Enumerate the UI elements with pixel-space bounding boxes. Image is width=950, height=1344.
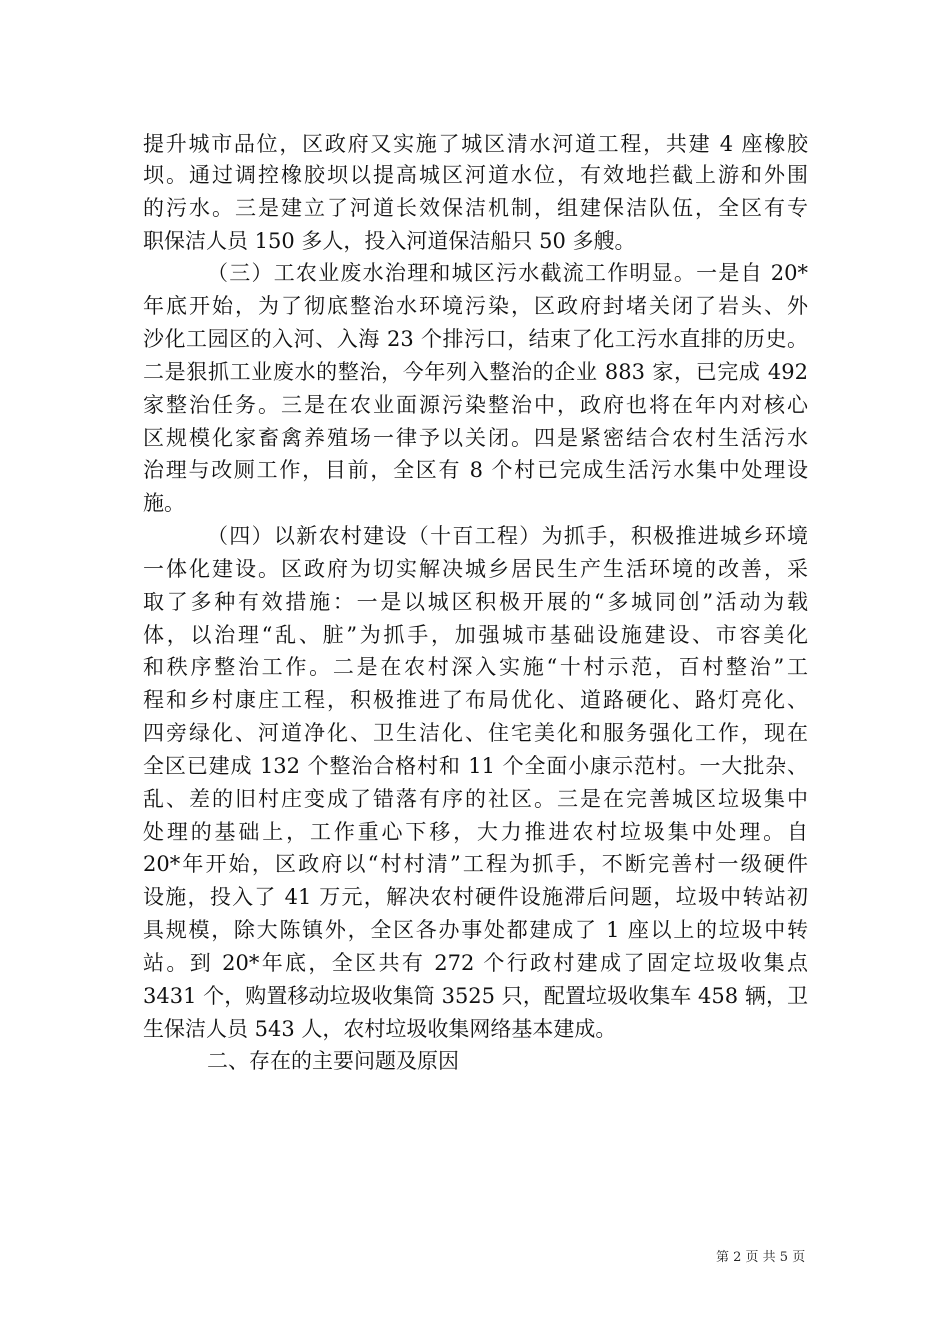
- paragraph-2-line-4: 二是狠抓工业废水的整治，今年列入整治的企业 883 家，已完成 492: [143, 360, 808, 384]
- paragraph-3-line-5: 和秩序整治工作。二是在农村深入实施“十村示范，百村整治”工: [143, 655, 808, 679]
- section-heading: 二、存在的主要问题及原因: [207, 1049, 459, 1073]
- paragraph-3-line-11: 20*年开始，区政府以“村村清”工程为抓手，不断完善村一级硬件: [143, 852, 808, 876]
- paragraph-2-line-6: 区规模化家畜禽养殖场一律予以关闭。四是紧密结合农村生活污水: [143, 426, 808, 450]
- paragraph-1-line-4: 职保洁人员 150 多人，投入河道保洁船只 50 多艘。: [143, 229, 636, 253]
- paragraph-1-line-3: 的污水。三是建立了河道长效保洁机制，组建保洁队伍，全区有专: [143, 196, 808, 220]
- page-number: 第 2 页 共 5 页: [716, 1250, 806, 1265]
- paragraph-2-line-8: 施。: [143, 491, 185, 515]
- paragraph-2-line-7: 治理与改厕工作，目前，全区有 8 个村已完成生活污水集中处理设: [143, 458, 808, 482]
- paragraph-3-line-3: 取了多种有效措施：一是以城区积极开展的“多城同创”活动为载: [143, 590, 808, 614]
- paragraph-3-line-6: 程和乡村康庄工程，积极推进了布局优化、道路硬化、路灯亮化、: [143, 688, 808, 712]
- paragraph-2-line-2: 年底开始，为了彻底整治水环境污染，区政府封堵关闭了岩头、外: [143, 294, 808, 318]
- paragraph-2-line-5: 家整治任务。三是在农业面源污染整治中，政府也将在年内对核心: [143, 393, 808, 417]
- paragraph-3-line-4: 体，以治理“乱、脏”为抓手，加强城市基础设施建设、市容美化: [143, 623, 808, 647]
- paragraph-3-line-16: 生保洁人员 543 人，农村垃圾收集网络基本建成。: [143, 1017, 617, 1041]
- paragraph-3-line-10: 处理的基础上，工作重心下移，大力推进农村垃圾集中处理。自: [143, 820, 808, 844]
- paragraph-2-line-3: 沙化工园区的入河、入海 23 个排污口，结束了化工污水直排的历史。: [143, 327, 808, 351]
- paragraph-3-line-15: 3431 个，购置移动垃圾收集筒 3525 只，配置垃圾收集车 458 辆，卫: [143, 984, 808, 1008]
- paragraph-3-line-9: 乱、差的旧村庄变成了错落有序的社区。三是在完善城区垃圾集中: [143, 787, 808, 811]
- paragraph-3-line-1: （四）以新农村建设（十百工程）为抓手，积极推进城乡环境: [207, 524, 808, 548]
- paragraph-3-line-14: 站。到 20*年底，全区共有 272 个行政村建成了固定垃圾收集点: [143, 951, 808, 975]
- paragraph-3-line-12: 设施，投入了 41 万元，解决农村硬件设施滞后问题，垃圾中转站初: [143, 885, 808, 909]
- paragraph-3-line-8: 全区已建成 132 个整治合格村和 11 个全面小康示范村。一大批杂、: [143, 754, 808, 778]
- paragraph-3-line-7: 四旁绿化、河道净化、卫生洁化、住宅美化和服务强化工作，现在: [143, 721, 808, 745]
- paragraph-3-line-2: 一体化建设。区政府为切实解决城乡居民生产生活环境的改善，采: [143, 557, 808, 581]
- paragraph-1-line-2: 坝。通过调控橡胶坝以提高城区河道水位，有效地拦截上游和外围: [143, 163, 808, 187]
- paragraph-2-line-1: （三）工农业废水治理和城区污水截流工作明显。一是自 20*: [207, 261, 808, 285]
- paragraph-1-line-1: 提升城市品位，区政府又实施了城区清水河道工程，共建 4 座橡胶: [143, 132, 808, 156]
- paragraph-3-line-13: 具规模，除大陈镇外，全区各办事处都建成了 1 座以上的垃圾中转: [143, 918, 808, 942]
